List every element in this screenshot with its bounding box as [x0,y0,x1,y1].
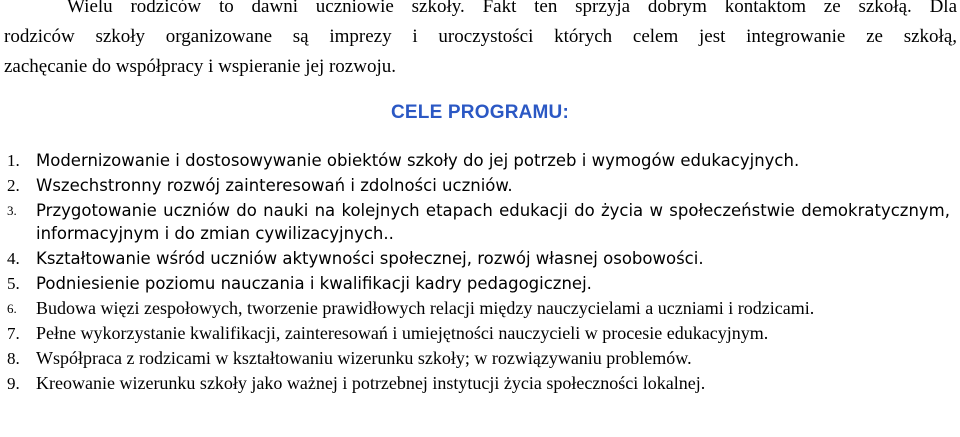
goal-item-6 [0,297,960,320]
goal-item-5 [0,272,960,295]
goal-text: Kształtowanie wśród uczniów aktywności społecznej, rozwój własnej osobowości. [36,249,704,268]
goal-text: Podniesienie poziomu nauczania i kwalifikacji kadry pedagogicznej. [36,274,592,293]
goal-item-3 [0,199,960,245]
goal-item-7 [0,322,960,345]
goal-number: 8. [7,349,20,368]
goal-item-1 [0,149,960,172]
goal-text: Wszechstronny rozwój zainteresowań i zdolności uczniów. [36,176,513,195]
goal-item-8 [0,347,960,370]
goal-number: 1. [7,151,20,170]
goal-number: 7. [7,324,20,343]
goal-number: 5. [7,274,20,293]
goal-item-4 [0,247,960,270]
goal-text: Przygotowanie uczniów do nauki na kolejnych etapach edukacji do życia w społeczeństwie demokratycznym, informacyjnym i do zmian cywilizacyjnych.. [36,201,950,243]
goal-text: Współpraca z rodzicami w kształtowaniu wizerunku szkoły; w rozwiązywaniu problemów. [36,348,692,368]
goal-item-9 [0,372,960,395]
intro-line-3: zachęcanie do współpracy i wspieranie jej rozwoju. [4,56,396,77]
program-goals-list [0,149,960,397]
goal-text: Budowa więzi zespołowych, tworzenie prawidłowych relacji między nauczycielami a uczniami i rodzicami. [36,298,815,318]
intro-line-1: Wielu rodziców to dawni uczniowie szkoły. Fakt ten sprzyja dobrym kontaktom ze szkołą. Dla [67,0,957,17]
program-goals-heading: CELE PROGRAMU: [390,102,570,123]
intro-line-2: rodziców szkoły organizowane są imprezy i uroczystości których celem jest integrowanie ze szkołą, [4,26,957,47]
goal-number: 9. [7,374,20,393]
goal-number: 6. [7,301,17,316]
goal-text: Kreowanie wizerunku szkoły jako ważnej i potrzebnej instytucji życia społeczności lokalnej. [36,373,706,393]
goal-number: 2. [7,176,20,195]
goal-text: Pełne wykorzystanie kwalifikacji, zainteresowań i umiejętności nauczycieli w procesie edukacyjnym. [36,323,769,343]
goal-number: 4. [7,249,20,268]
goal-number: 3. [7,203,17,218]
goal-text: Modernizowanie i dostosowywanie obiektów szkoły do jej potrzeb i wymogów edukacyjnych. [36,151,800,170]
goal-item-2 [0,174,960,197]
